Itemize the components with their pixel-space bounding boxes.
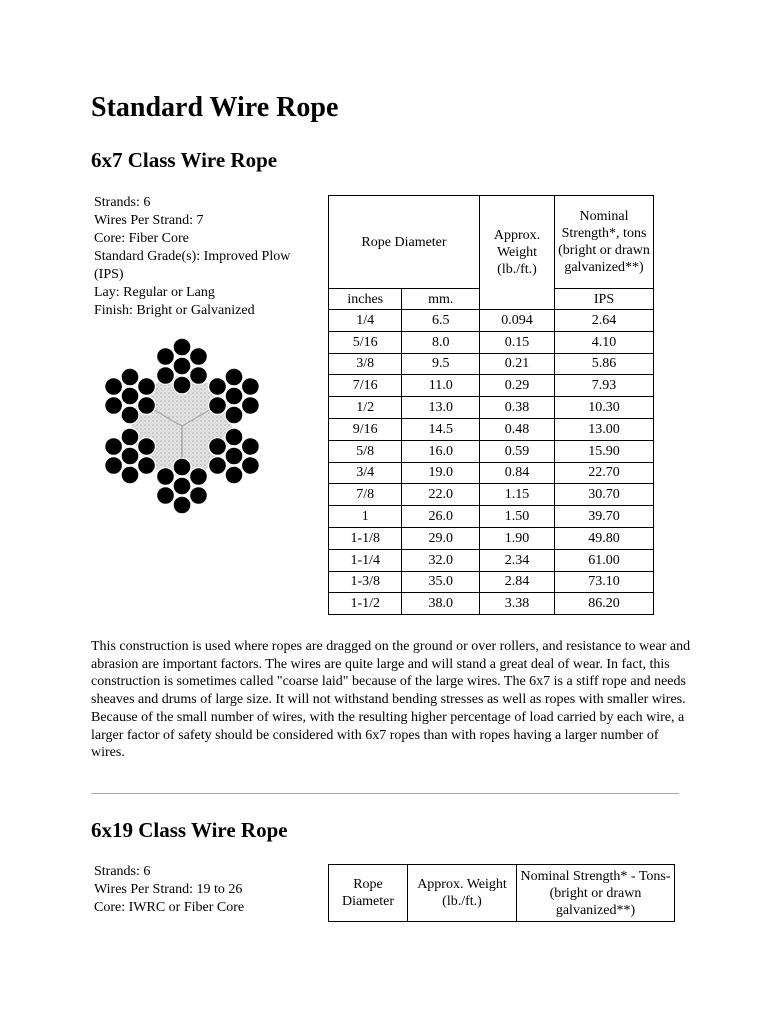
header-rope-diameter: Rope Diameter [329,196,480,289]
wire [121,428,139,446]
description-6x7: This construction is used where ropes are dragged on the ground or over rollers, and resistance to wear and abrasion are important factors. The wires are quite large and will stand a great deal of wear. In fact, this construction is sometimes called "coarse laid" because of the large wires. The 6x7 is a stiff rope and needs sheaves and drums of large size. It will not withstand bending stresses as well as ropes with smaller wires. Because of the small number of wires, with the resulting higher percentage of load carried by each wire, a larger factor of safety should be considered with 6x7 ropes than with ropes having a larger number of wires. [91,639,691,761]
table-row [329,462,654,484]
cell-mm: 11.0 [402,375,480,397]
wire [173,376,191,394]
wire [225,406,243,424]
wire [121,447,139,465]
wire [209,457,227,475]
cell-inches: 3/8 [329,353,402,375]
cell-inches: 9/16 [329,418,402,440]
cell-mm: 38.0 [402,593,480,615]
wire [190,487,208,505]
wire [105,438,123,456]
cell-weight: 2.84 [480,571,555,593]
cell-strength: 15.90 [555,440,654,462]
wire [157,348,175,366]
cell-inches: 1 [329,506,402,528]
wire [190,468,208,486]
cell-weight: 0.21 [480,353,555,375]
spec-wires-per-strand: Wires Per Strand: 19 to 26 [94,882,243,897]
cross-section-wires [105,338,260,514]
cell-strength: 4.10 [555,331,654,353]
cell-weight: 0.094 [480,310,555,332]
specs-6x19 [94,863,319,917]
cell-mm: 29.0 [402,527,480,549]
cell-weight: 0.15 [480,331,555,353]
wire [138,457,156,475]
header-approx-weight: Approx. Weight (lb./ft.) [408,865,517,922]
cell-inches: 1-1/2 [329,593,402,615]
header-approx-weight: Approx. Weight (lb./ft.) [480,196,555,310]
cell-strength: 61.00 [555,549,654,571]
wire [225,428,243,446]
spec-standard-grade: Standard Grade(s): Improved Plow (IPS) [94,249,291,282]
wire [138,397,156,415]
wire [242,438,260,456]
table-row [329,310,654,332]
wire [121,368,139,386]
spec-core: Core: Fiber Core [94,231,189,246]
cell-inches: 5/8 [329,440,402,462]
rope-table-6x19 [328,864,675,922]
specs-6x7 [94,194,319,320]
cell-mm: 9.5 [402,353,480,375]
table-row [329,527,654,549]
section-heading-6x7: 6x7 Class Wire Rope [91,148,278,172]
wire [225,447,243,465]
table-row [329,593,654,615]
cell-weight: 0.29 [480,375,555,397]
cell-strength: 86.20 [555,593,654,615]
wire [173,338,191,356]
cell-weight: 0.38 [480,397,555,419]
cell-mm: 35.0 [402,571,480,593]
cell-weight: 1.90 [480,527,555,549]
wire [105,457,123,475]
wire [105,397,123,415]
header-nominal-strength: Nominal Strength*, tons (bright or drawn galvanized**) [555,196,654,289]
table-row [329,549,654,571]
wire [138,438,156,456]
cell-inches: 7/16 [329,375,402,397]
wire [173,357,191,375]
wire [105,378,123,396]
wire [242,397,260,415]
cell-weight: 2.34 [480,549,555,571]
spec-strands: Strands: 6 [94,195,151,210]
wire [190,367,208,385]
cell-strength: 22.70 [555,462,654,484]
wire [138,378,156,396]
table-row [329,440,654,462]
wire [225,466,243,484]
wire [157,468,175,486]
wire [173,477,191,495]
cell-inches: 1-3/8 [329,571,402,593]
subheader-mm: mm. [402,289,480,310]
cell-inches: 1/4 [329,310,402,332]
subheader-inches: inches [329,289,402,310]
section-divider [91,793,679,794]
cell-strength: 39.70 [555,506,654,528]
cell-strength: 5.86 [555,353,654,375]
spec-finish: Finish: Bright or Galvanized [94,303,255,318]
wire [242,457,260,475]
wire [173,458,191,476]
page-title: Standard Wire Rope [91,92,339,123]
rope-cross-section-image [96,336,271,518]
cell-weight: 1.50 [480,506,555,528]
cell-inches: 1/2 [329,397,402,419]
rope-table-6x7 [328,195,654,615]
wire [225,387,243,405]
cell-strength: 30.70 [555,484,654,506]
cell-mm: 26.0 [402,506,480,528]
wire [121,406,139,424]
cell-weight: 0.84 [480,462,555,484]
cell-mm: 14.5 [402,418,480,440]
cell-strength: 7.93 [555,375,654,397]
cell-weight: 1.15 [480,484,555,506]
wire [157,367,175,385]
cell-mm: 8.0 [402,331,480,353]
cell-mm: 22.0 [402,484,480,506]
table-row [329,353,654,375]
cell-strength: 73.10 [555,571,654,593]
table-row [329,571,654,593]
cell-mm: 13.0 [402,397,480,419]
wire [209,397,227,415]
cell-mm: 16.0 [402,440,480,462]
cell-inches: 5/16 [329,331,402,353]
table-row [329,484,654,506]
cell-strength: 49.80 [555,527,654,549]
table-row [329,418,654,440]
wire [121,387,139,405]
header-nominal-strength: Nominal Strength* - Tons- (bright or drawn galvanized**) [517,865,675,922]
cell-inches: 7/8 [329,484,402,506]
header-rope-diameter: Rope Diameter [329,865,408,922]
wire [157,487,175,505]
cell-inches: 1-1/4 [329,549,402,571]
cell-mm: 6.5 [402,310,480,332]
cell-inches: 3/4 [329,462,402,484]
cell-mm: 19.0 [402,462,480,484]
wire [209,378,227,396]
spec-wires-per-strand: Wires Per Strand: 7 [94,213,204,228]
cell-strength: 13.00 [555,418,654,440]
table-row [329,331,654,353]
cell-strength: 2.64 [555,310,654,332]
cell-weight: 3.38 [480,593,555,615]
wire [242,378,260,396]
cell-inches: 1-1/8 [329,527,402,549]
table-row [329,375,654,397]
cell-mm: 32.0 [402,549,480,571]
wire [225,368,243,386]
spec-lay: Lay: Regular or Lang [94,285,215,300]
wire [173,496,191,514]
spec-core: Core: IWRC or Fiber Core [94,900,245,915]
cell-strength: 10.30 [555,397,654,419]
wire [209,438,227,456]
wire [121,466,139,484]
wire [190,348,208,366]
section-heading-6x19: 6x19 Class Wire Rope [91,818,288,842]
table-row [329,397,654,419]
cell-weight: 0.59 [480,440,555,462]
subheader-ips: IPS [555,289,654,310]
cell-weight: 0.48 [480,418,555,440]
spec-strands: Strands: 6 [94,864,151,879]
table-row [329,506,654,528]
